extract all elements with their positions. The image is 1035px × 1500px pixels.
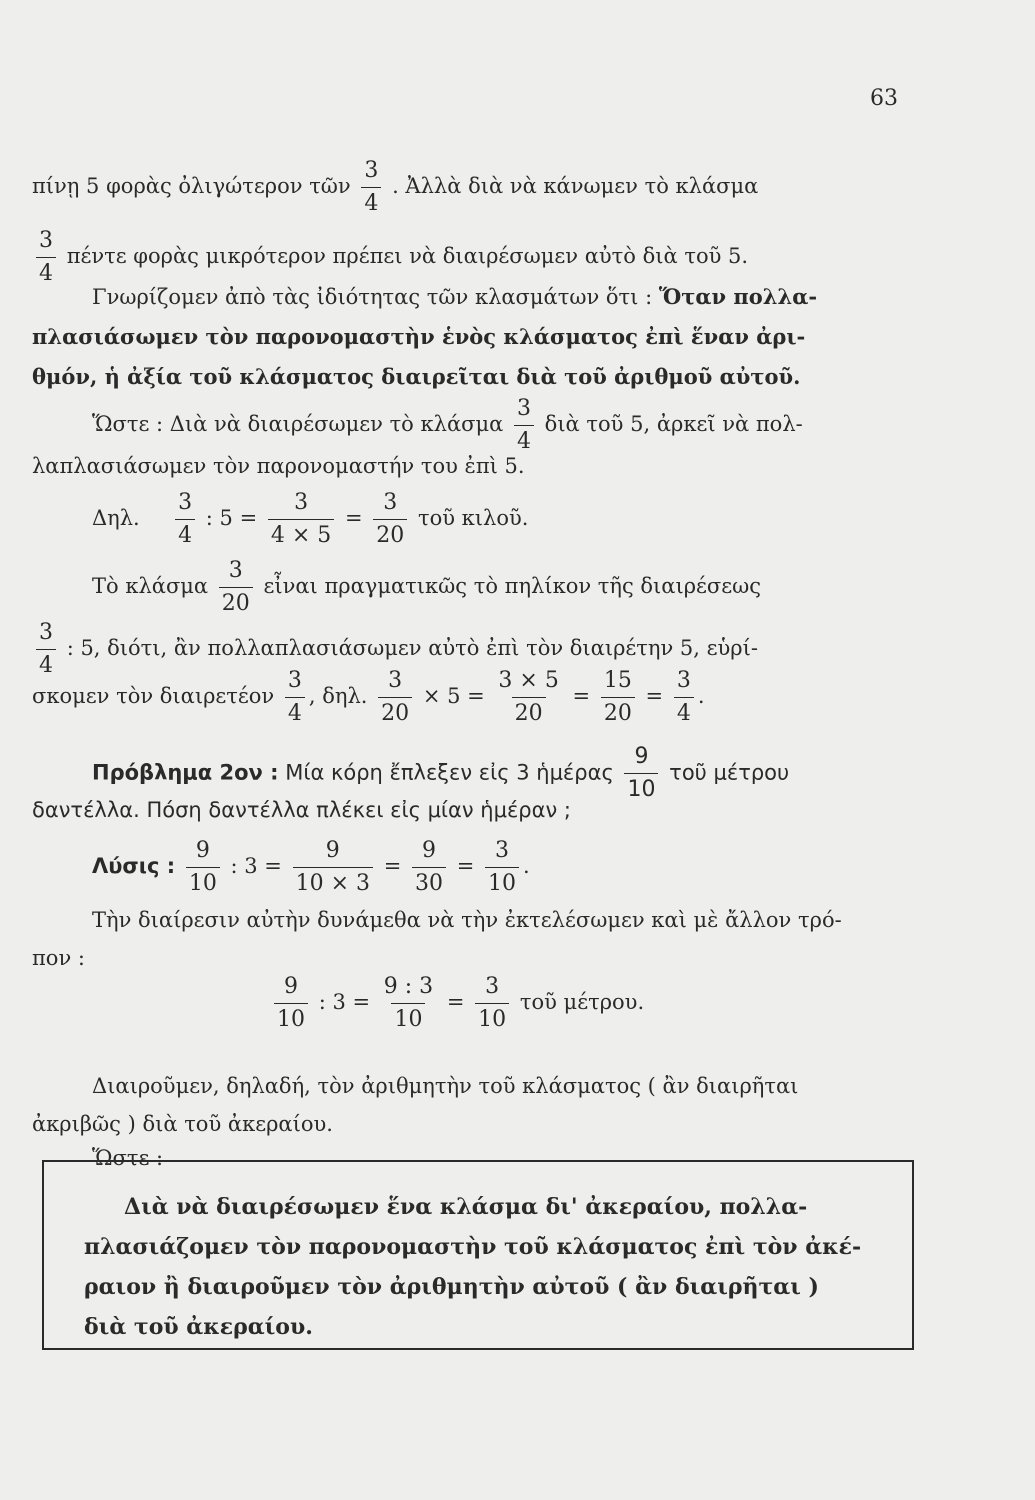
fraction-3-4: $\frac{3}{4}$ bbox=[361, 160, 381, 215]
fraction-3-4: $\frac{3}{4}$ bbox=[36, 230, 56, 285]
rule-line4: διὰ τοῦ ἀκεραίου. bbox=[84, 1314, 313, 1340]
p6-line1: Διαιροῦμεν, δηλαδή, τὸν ἀριθμητὴν τοῦ κλάσματος ( ἂν διαιρῆται bbox=[92, 1074, 799, 1098]
eq3-fraction-2: $\frac{9 : 3}{10}$ bbox=[383, 974, 434, 1032]
p1-text-a: πίνῃ 5 φορὰς ὀλιγώτερον τῶν bbox=[32, 174, 351, 198]
p1-text-c: πέντε φορὰς μικρότερον πρέπει νὰ διαιρέσωμεν αὐτὸ διὰ τοῦ 5. bbox=[66, 244, 749, 268]
equation-1 bbox=[92, 492, 528, 547]
problem-title: Πρόβλημα 2ον : bbox=[92, 760, 279, 785]
rule-line3: ραιον ἢ διαιροῦμεν τὸν ἀριθμητὴν αὐτοῦ ( ἂν διαιρῆται ) bbox=[84, 1274, 819, 1300]
p4-equals-2: = bbox=[645, 684, 664, 708]
eq1-fraction-3: $\frac{3}{20}$ bbox=[373, 492, 407, 547]
eq1-div: : 5 = bbox=[205, 506, 258, 530]
eq3-equals: = bbox=[446, 990, 465, 1014]
fraction-9-10: $\frac{9}{10}$ bbox=[624, 746, 658, 801]
p3-line1 bbox=[92, 398, 803, 453]
rule-box bbox=[42, 1160, 914, 1350]
p3-line2: λαπλασιάσωμεν τὸν παρονομαστήν του ἐπὶ 5. bbox=[32, 454, 525, 478]
eq3-tail: τοῦ μέτρου. bbox=[519, 990, 645, 1014]
p4-line1 bbox=[92, 560, 761, 615]
p4-text-d: σκομεν τὸν διαιρετέον bbox=[32, 684, 275, 708]
problem-line2: δαντέλλα. Πόση δαντέλλα πλέκει εἰς μίαν ἡμέραν ; bbox=[32, 798, 571, 822]
p4-text-a: Τὸ κλάσμα bbox=[92, 574, 209, 598]
p4-times: × 5 = bbox=[422, 684, 485, 708]
p4-dot: . bbox=[697, 684, 705, 708]
solution-label: Λύσις : bbox=[92, 854, 176, 878]
p3-text-b: διὰ τοῦ 5, ἀρκεῖ νὰ πολ- bbox=[544, 412, 803, 436]
p4-text-e: , δηλ. bbox=[308, 684, 368, 708]
p2-line3: θμόν, ἡ ἀξία τοῦ κλάσματος διαιρεῖται διὰ τοῦ ἀριθμοῦ αὐτοῦ. bbox=[32, 364, 801, 389]
p4-text-b: εἶναι πραγματικῶς τὸ πηλίκον τῆς διαιρέσεως bbox=[263, 574, 762, 598]
sol-fraction-1: $\frac{9}{10}$ bbox=[186, 840, 220, 895]
rule-line1: Διὰ νὰ διαιρέσωμεν ἕνα κλάσμα δι' ἀκεραίου, πολλα- bbox=[124, 1194, 808, 1220]
p1-line2 bbox=[32, 230, 748, 285]
page-number: 63 bbox=[870, 86, 898, 111]
p4-equals-1: = bbox=[572, 684, 591, 708]
eq1-fraction-2: $\frac{3}{4 \times 5}$ bbox=[268, 492, 334, 547]
solution bbox=[92, 840, 530, 895]
problem-line1 bbox=[92, 746, 789, 801]
eq3-fraction-1: $\frac{9}{10}$ bbox=[274, 976, 308, 1031]
fraction-3-4: $\frac{3}{4}$ bbox=[514, 398, 534, 453]
fraction-3-20: $\frac{3}{20}$ bbox=[378, 670, 412, 725]
equation-3 bbox=[270, 976, 644, 1031]
p6-line2: ἀκριβῶς ) διὰ τοῦ ἀκεραίου. bbox=[32, 1112, 333, 1136]
p2-rule-start: Ὅταν πολλα- bbox=[658, 284, 818, 309]
fraction-15-20: $\frac{15}{20}$ bbox=[601, 670, 635, 725]
sol-fraction-4: $\frac{3}{10}$ bbox=[485, 840, 519, 895]
sol-fraction-2: $\frac{9}{10 \times 3}$ bbox=[293, 840, 373, 895]
problem-text-b: τοῦ μέτρου bbox=[669, 760, 790, 785]
eq1-tail: τοῦ κιλοῦ. bbox=[417, 506, 529, 530]
p4-line3 bbox=[32, 670, 705, 725]
eq1-fraction-1: $\frac{3}{4}$ bbox=[175, 492, 195, 547]
eq1-label: Δηλ. bbox=[92, 506, 140, 530]
fraction-3-4: $\frac{3}{4}$ bbox=[285, 670, 305, 725]
sol-div: : 3 = bbox=[230, 854, 282, 878]
p3-text-a: Ὥστε : Διὰ νὰ διαιρέσωμεν τὸ κλάσμα bbox=[92, 412, 504, 436]
fraction-3-20: $\frac{3}{20}$ bbox=[219, 560, 253, 615]
eq1-equals: = bbox=[344, 506, 363, 530]
problem-text-a: Μία κόρη ἔπλεξεν εἰς 3 ἡμέρας bbox=[285, 760, 614, 785]
eq3-div: : 3 = bbox=[318, 990, 371, 1014]
p4-text-c: : 5, διότι, ἂν πολλαπλασιάσωμεν αὐτὸ ἐπὶ τὸν διαιρέτην 5, εὑρί- bbox=[66, 636, 758, 660]
sol-equals-2: = bbox=[456, 854, 475, 878]
p2-line1 bbox=[92, 286, 817, 308]
eq3-fraction-3: $\frac{3}{10}$ bbox=[475, 976, 509, 1031]
sol-fraction-3: $\frac{9}{30}$ bbox=[412, 840, 446, 895]
p2-text-a: Γνωρίζομεν ἀπὸ τὰς ἰδιότητας τῶν κλασμάτων ὅτι : bbox=[92, 285, 653, 309]
fraction-3-4-result: $\frac{3}{4}$ bbox=[674, 670, 694, 725]
sol-dot: . bbox=[522, 854, 530, 878]
rule-line2: πλασιάζομεν τὸν παρονομαστὴν τοῦ κλάσματος ἐπὶ τὸν ἀκέ- bbox=[84, 1234, 862, 1260]
sol-equals-1: = bbox=[383, 854, 402, 878]
p2-line2: πλασιάσωμεν τὸν παρονομαστὴν ἑνὸς κλάσματος ἐπὶ ἕναν ἀρι- bbox=[32, 324, 806, 349]
fraction-3-4: $\frac{3}{4}$ bbox=[36, 622, 56, 677]
fraction-3x5-20: $\frac{3 \times 5}{20}$ bbox=[498, 668, 559, 726]
p1-text-b: . Ἀλλὰ διὰ νὰ κάνωμεν τὸ κλάσμα bbox=[392, 174, 759, 198]
p1-line1 bbox=[32, 160, 758, 215]
p5-line2: πον : bbox=[32, 946, 85, 970]
p6-line3: Ὥστε : bbox=[92, 1146, 164, 1170]
p5-line1: Τὴν διαίρεσιν αὐτὴν δυνάμεθα νὰ τὴν ἐκτελέσωμεν καὶ μὲ ἄλλον τρό- bbox=[92, 908, 842, 932]
